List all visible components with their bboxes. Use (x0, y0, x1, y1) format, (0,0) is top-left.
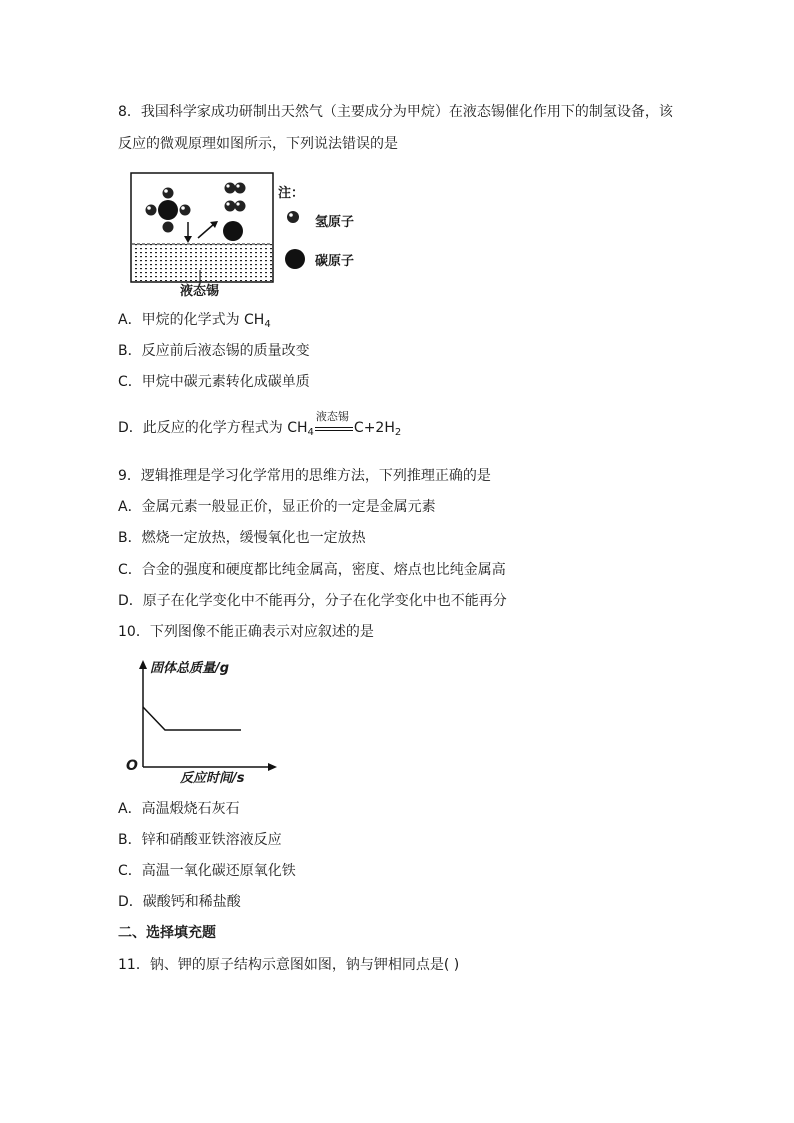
q8-option-b: B．反应前后液态锡的质量改变 (118, 343, 310, 359)
graph-ylabel: 固体总质量/g (150, 661, 230, 676)
q8-stem-line1: 8．我国科学家成功研制出天然气（主要成分为甲烷）在液态锡催化作用下的制氢设备，该 (118, 104, 673, 120)
q10-option-b: B．锌和硝酸亚铁溶液反应 (118, 832, 282, 848)
legend-note: 注： (278, 186, 305, 201)
carbon-legend-label: 碳原子 (315, 254, 355, 269)
hydrogen-legend-icon (287, 211, 299, 223)
q8-option-d: D．此反应的化学方程式为 $CH_4$ 液态锡 $C+2H_2$ (118, 410, 402, 438)
graph-xlabel: 反应时间/s (180, 771, 245, 786)
hydrogen-legend-label: 氢原子 (315, 215, 355, 230)
equation-condition-arrow: 液态锡 (315, 419, 353, 437)
carbon-atom (223, 221, 243, 241)
q10-option-a: A．高温煅烧石灰石 (118, 801, 240, 817)
carbon-legend-icon (285, 249, 305, 269)
q9-option-c: C．合金的强度和硬度都比纯金属高，密度、熔点也比纯金属高 (118, 562, 506, 578)
q9-option-a: A．金属元素一般显正价，显正价的一定是金属元素 (118, 499, 436, 515)
data-line (143, 707, 241, 730)
graph-origin: O (126, 758, 138, 774)
q8-stem-line2: 反应的微观原理如图所示，下列说法错误的是 (118, 136, 398, 152)
section-title: 二、选择填充题 (118, 925, 216, 941)
q10-stem: 10．下列图像不能正确表示对应叙述的是 (118, 624, 374, 640)
q8-option-a: A．甲烷的化学式为 $CH_4$ (118, 312, 271, 330)
q10-option-d: D．碳酸钙和稀盐酸 (118, 894, 241, 910)
q10-option-c: C．高温一氧化碳还原氧化铁 (118, 863, 296, 879)
q9-option-b: B．燃烧一定放热，缓慢氧化也一定放热 (118, 530, 366, 546)
q9-stem: 9．逻辑推理是学习化学常用的思维方法，下列推理正确的是 (118, 468, 491, 484)
q8-figure (130, 172, 375, 300)
q10-graph (120, 655, 280, 790)
liquid-tin-layer (132, 244, 272, 281)
reaction-diagram (130, 172, 375, 300)
q8-option-c: C．甲烷中碳元素转化成碳单质 (118, 374, 310, 390)
q9-option-d: D．原子在化学变化中不能再分，分子在化学变化中也不能再分 (118, 593, 507, 609)
q11-stem: 11．钠、钾的原子结构示意图如图，钠与钾相同点是( ) (118, 957, 460, 973)
liquid-tin-label: 液态锡 (180, 284, 220, 299)
